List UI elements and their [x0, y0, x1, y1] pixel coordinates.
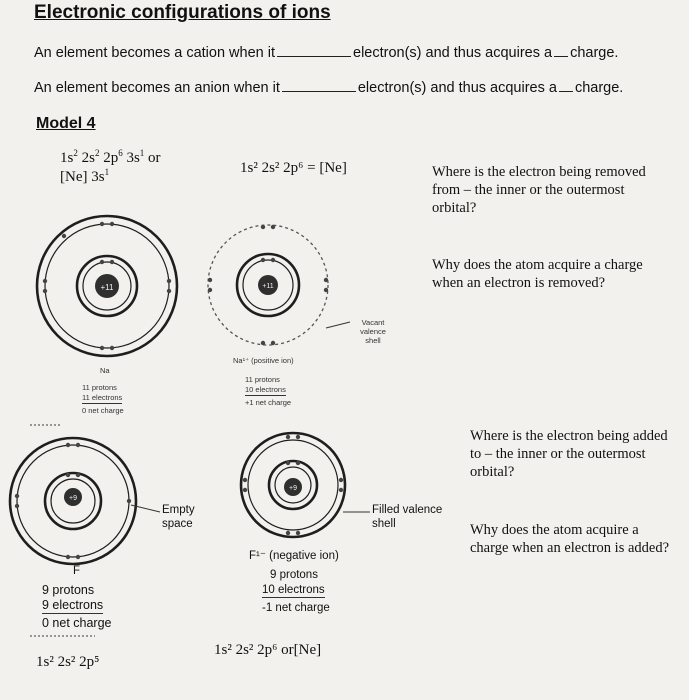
na-ion-electrons-label: 10 electrons	[245, 385, 286, 394]
f-ion-filled-label: Filled valence shell	[372, 504, 443, 530]
question-3: Where is the electron being added to – the inner or the outermost orbital?	[470, 428, 668, 480]
f-ion-charge: -1 net charge	[262, 602, 330, 614]
na-ion-vacant-label: Vacant valence shell	[360, 318, 386, 345]
na-atom-protons: 11 protons	[82, 383, 117, 392]
na-ion-charge: +1 net charge	[245, 398, 292, 407]
na-config-line2: [Ne] 3s	[60, 169, 105, 185]
f-atom-diagram	[10, 438, 160, 564]
f-atom-charge: 0 net charge	[42, 616, 112, 630]
f-atom-empty-label: Empty space	[162, 504, 195, 530]
question-4: Why does the atom acquire a charge when an electron is added?	[470, 522, 670, 556]
f-atom-protons: 9 protons	[42, 583, 95, 597]
model-title: Model 4	[36, 115, 96, 132]
na-config: $1s^2$ $2s^2$ $2p^6$ $3s^1$ or [Ne] $3s^1$	[60, 148, 161, 185]
f-atom-config: 1s² 2s² 2p⁵	[36, 654, 100, 670]
na-atom-diagram	[37, 216, 177, 356]
na-ion-symbol: Na¹⁺ (positive ion)	[233, 356, 294, 365]
f-atom-electrons-label: 9 electrons	[42, 598, 104, 612]
na-atom-symbol: Na	[100, 366, 110, 375]
f-ion-symbol: F¹⁻ (negative ion)	[249, 550, 339, 562]
page-title: Electronic configurations of ions	[34, 2, 331, 23]
question-1: Where is the electron being removed from – the inner or the outermost orbital?	[432, 164, 646, 216]
cation-question-mid: electron(s) and thus acquires a	[353, 45, 553, 61]
anion-question-mid: electron(s) and thus acquires a	[357, 80, 557, 96]
na-atom-nucleus-label: +11	[100, 283, 114, 292]
na-ion-nucleus-label: +11	[262, 283, 274, 290]
question-2: Why does the atom acquire a charge when an electron is removed?	[432, 257, 643, 291]
f-ion-config: 1s² 2s² 2p⁶ or[Ne]	[214, 642, 322, 658]
cation-question-end: charge.	[570, 45, 619, 61]
na-atom-charge: 0 net charge	[82, 406, 124, 415]
f-atom-symbol: F	[73, 565, 81, 577]
na-ion-protons: 11 protons	[245, 375, 280, 384]
anion-question-end: charge.	[574, 80, 624, 96]
anion-question-lead: An element becomes an anion when it	[34, 80, 280, 96]
f-atom-nucleus-label: +9	[69, 495, 77, 502]
na-atom-electrons-label: 11 electrons	[82, 393, 123, 402]
f-ion-electrons-label: 10 electrons	[262, 584, 325, 596]
na-config-line1: $1s^2$ $2s^2$ $2p^6$ $3s^1$ or	[60, 148, 161, 166]
f-ion-nucleus-label: +9	[289, 485, 297, 492]
na-ion-config: 1s² 2s² 2p⁶ = [Ne]	[240, 160, 347, 176]
cation-question-lead: An element becomes a cation when it	[34, 45, 275, 61]
f-ion-protons: 9 protons	[270, 569, 318, 581]
na-ion-diagram	[208, 225, 350, 345]
f-ion-diagram	[241, 433, 370, 537]
